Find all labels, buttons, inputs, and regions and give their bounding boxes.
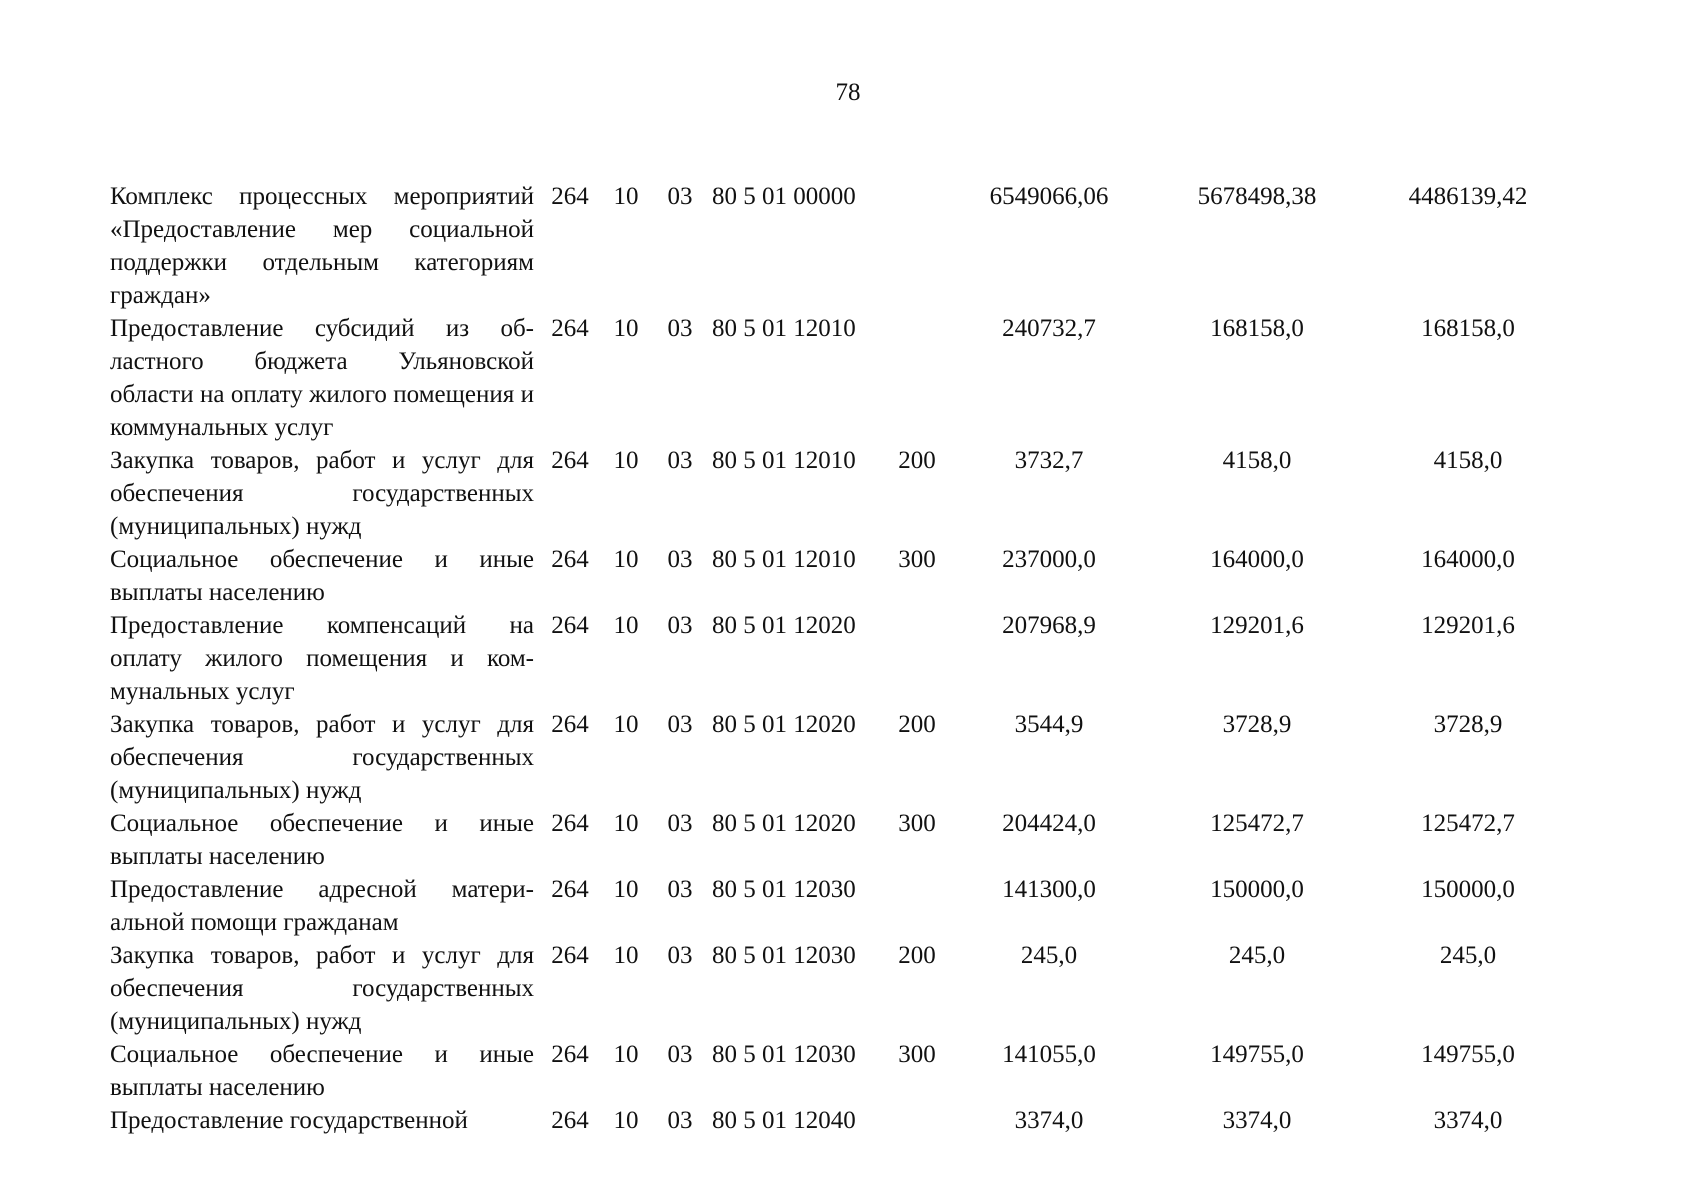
amount-year-2: 149755,0 (1210, 1041, 1304, 1068)
expense-type-code: 200 (898, 711, 936, 738)
target-article-code: 80 5 01 12040 (712, 1107, 856, 1134)
amount-year-1: 204424,0 (1002, 810, 1096, 837)
amount-year-1: 3374,0 (1014, 1107, 1084, 1134)
row-name: Предоставление государственной (110, 1107, 468, 1134)
row-name: Комплекс процессных мероприятий «Предоставление мер социальной поддержки отдельным категориям граждан» (110, 183, 534, 309)
page-number: 78 (835, 79, 861, 106)
target-article-code: 80 5 01 12020 (712, 711, 856, 738)
section-code: 10 (613, 546, 639, 573)
subsection-code: 03 (667, 942, 693, 969)
ministry-code: 264 (551, 546, 589, 573)
amount-year-3: 149755,0 (1421, 1041, 1515, 1068)
amount-year-1: 141055,0 (1002, 1041, 1096, 1068)
subsection-code: 03 (667, 183, 693, 210)
target-article-code: 80 5 01 12010 (712, 447, 856, 474)
subsection-code: 03 (667, 1041, 693, 1068)
subsection-code: 03 (667, 810, 693, 837)
subsection-code: 03 (667, 447, 693, 474)
row-name: Предоставление адресной материальной помощи гражданам (110, 876, 534, 936)
ministry-code: 264 (551, 612, 589, 639)
amount-year-3: 4158,0 (1433, 447, 1503, 474)
target-article-code: 80 5 01 12030 (712, 942, 856, 969)
target-article-code: 80 5 01 12010 (712, 315, 856, 342)
table-row (110, 180, 1574, 312)
row-name: Социальное обеспечение и иные выплаты населению (110, 1041, 534, 1101)
amount-year-1: 207968,9 (1002, 612, 1096, 639)
amount-year-3: 3728,9 (1433, 711, 1503, 738)
amount-year-3: 129201,6 (1421, 612, 1515, 639)
section-code: 10 (613, 711, 639, 738)
section-code: 10 (613, 183, 639, 210)
ministry-code: 264 (551, 942, 589, 969)
amount-year-2: 3728,9 (1222, 711, 1292, 738)
table-row (110, 939, 1574, 1038)
target-article-code: 80 5 01 12020 (712, 612, 856, 639)
amount-year-3: 150000,0 (1421, 876, 1515, 903)
expense-type-code: 200 (898, 447, 936, 474)
row-name: Предоставление компенсаций на оплату жилого помещения и коммунальных услуг (110, 612, 534, 705)
subsection-code: 03 (667, 546, 693, 573)
row-name: Закупка товаров, работ и услуг для обеспечения государственных (муниципальных) нужд (110, 447, 534, 540)
target-article-code: 80 5 01 12030 (712, 1041, 856, 1068)
table-row (110, 708, 1574, 807)
section-code: 10 (613, 612, 639, 639)
expense-type-code: 200 (898, 942, 936, 969)
target-article-code: 80 5 01 12030 (712, 876, 856, 903)
row-name: Социальное обеспечение и иные выплаты населению (110, 546, 534, 606)
section-code: 10 (613, 1041, 639, 1068)
amount-year-2: 3374,0 (1222, 1107, 1292, 1134)
table-row (110, 312, 1574, 444)
amount-year-1: 6549066,06 (989, 183, 1109, 210)
section-code: 10 (613, 810, 639, 837)
amount-year-3: 4486139,42 (1408, 183, 1528, 210)
subsection-code: 03 (667, 711, 693, 738)
amount-year-1: 141300,0 (1002, 876, 1096, 903)
table-row (110, 1038, 1574, 1104)
section-code: 10 (613, 942, 639, 969)
expense-type-code: 300 (898, 1041, 936, 1068)
table-row (110, 873, 1574, 939)
amount-year-3: 164000,0 (1421, 546, 1515, 573)
amount-year-2: 129201,6 (1210, 612, 1304, 639)
amount-year-2: 5678498,38 (1197, 183, 1317, 210)
expense-type-code (888, 873, 946, 939)
amount-year-1: 245,0 (1020, 942, 1078, 969)
amount-year-2: 168158,0 (1210, 315, 1304, 342)
target-article-code: 80 5 01 12010 (712, 546, 856, 573)
ministry-code: 264 (551, 447, 589, 474)
amount-year-3: 3374,0 (1433, 1107, 1503, 1134)
table-row (110, 1104, 1574, 1137)
expense-type-code (888, 1104, 946, 1137)
table-row (110, 807, 1574, 873)
subsection-code: 03 (667, 612, 693, 639)
ministry-code: 264 (551, 810, 589, 837)
amount-year-3: 168158,0 (1421, 315, 1515, 342)
expense-type-code (888, 180, 946, 312)
expense-type-code: 300 (898, 546, 936, 573)
section-code: 10 (613, 447, 639, 474)
amount-year-1: 3732,7 (1014, 447, 1084, 474)
row-name: Предоставление субсидий из областного бюджета Ульяновской области на оплату жилого помещения и коммунальных услуг (110, 315, 534, 441)
amount-year-2: 4158,0 (1222, 447, 1292, 474)
table-row (110, 543, 1574, 609)
row-name: Социальное обеспечение и иные выплаты населению (110, 810, 534, 870)
expense-type-code: 300 (898, 810, 936, 837)
amount-year-3: 245,0 (1439, 942, 1497, 969)
amount-year-2: 164000,0 (1210, 546, 1304, 573)
expense-type-code (888, 312, 946, 444)
ministry-code: 264 (551, 315, 589, 342)
amount-year-2: 245,0 (1228, 942, 1286, 969)
table-row (110, 609, 1574, 708)
amount-year-1: 240732,7 (1002, 315, 1096, 342)
target-article-code: 80 5 01 12020 (712, 810, 856, 837)
amount-year-1: 3544,9 (1014, 711, 1084, 738)
subsection-code: 03 (667, 876, 693, 903)
table-row (110, 444, 1574, 543)
amount-year-1: 237000,0 (1002, 546, 1096, 573)
budget-table-body (110, 180, 1574, 1137)
subsection-code: 03 (667, 1107, 693, 1134)
row-name: Закупка товаров, работ и услуг для обеспечения государственных (муниципальных) нужд (110, 942, 534, 1035)
ministry-code: 264 (551, 711, 589, 738)
target-article-code: 80 5 01 00000 (712, 183, 856, 210)
amount-year-2: 150000,0 (1210, 876, 1304, 903)
amount-year-2: 125472,7 (1210, 810, 1304, 837)
row-name: Закупка товаров, работ и услуг для обеспечения государственных (муниципальных) нужд (110, 711, 534, 804)
ministry-code: 264 (551, 876, 589, 903)
section-code: 10 (613, 315, 639, 342)
budget-table (110, 180, 1574, 1137)
section-code: 10 (613, 876, 639, 903)
ministry-code: 264 (551, 183, 589, 210)
ministry-code: 264 (551, 1107, 589, 1134)
subsection-code: 03 (667, 315, 693, 342)
section-code: 10 (613, 1107, 639, 1134)
ministry-code: 264 (551, 1041, 589, 1068)
amount-year-3: 125472,7 (1421, 810, 1515, 837)
expense-type-code (888, 609, 946, 708)
